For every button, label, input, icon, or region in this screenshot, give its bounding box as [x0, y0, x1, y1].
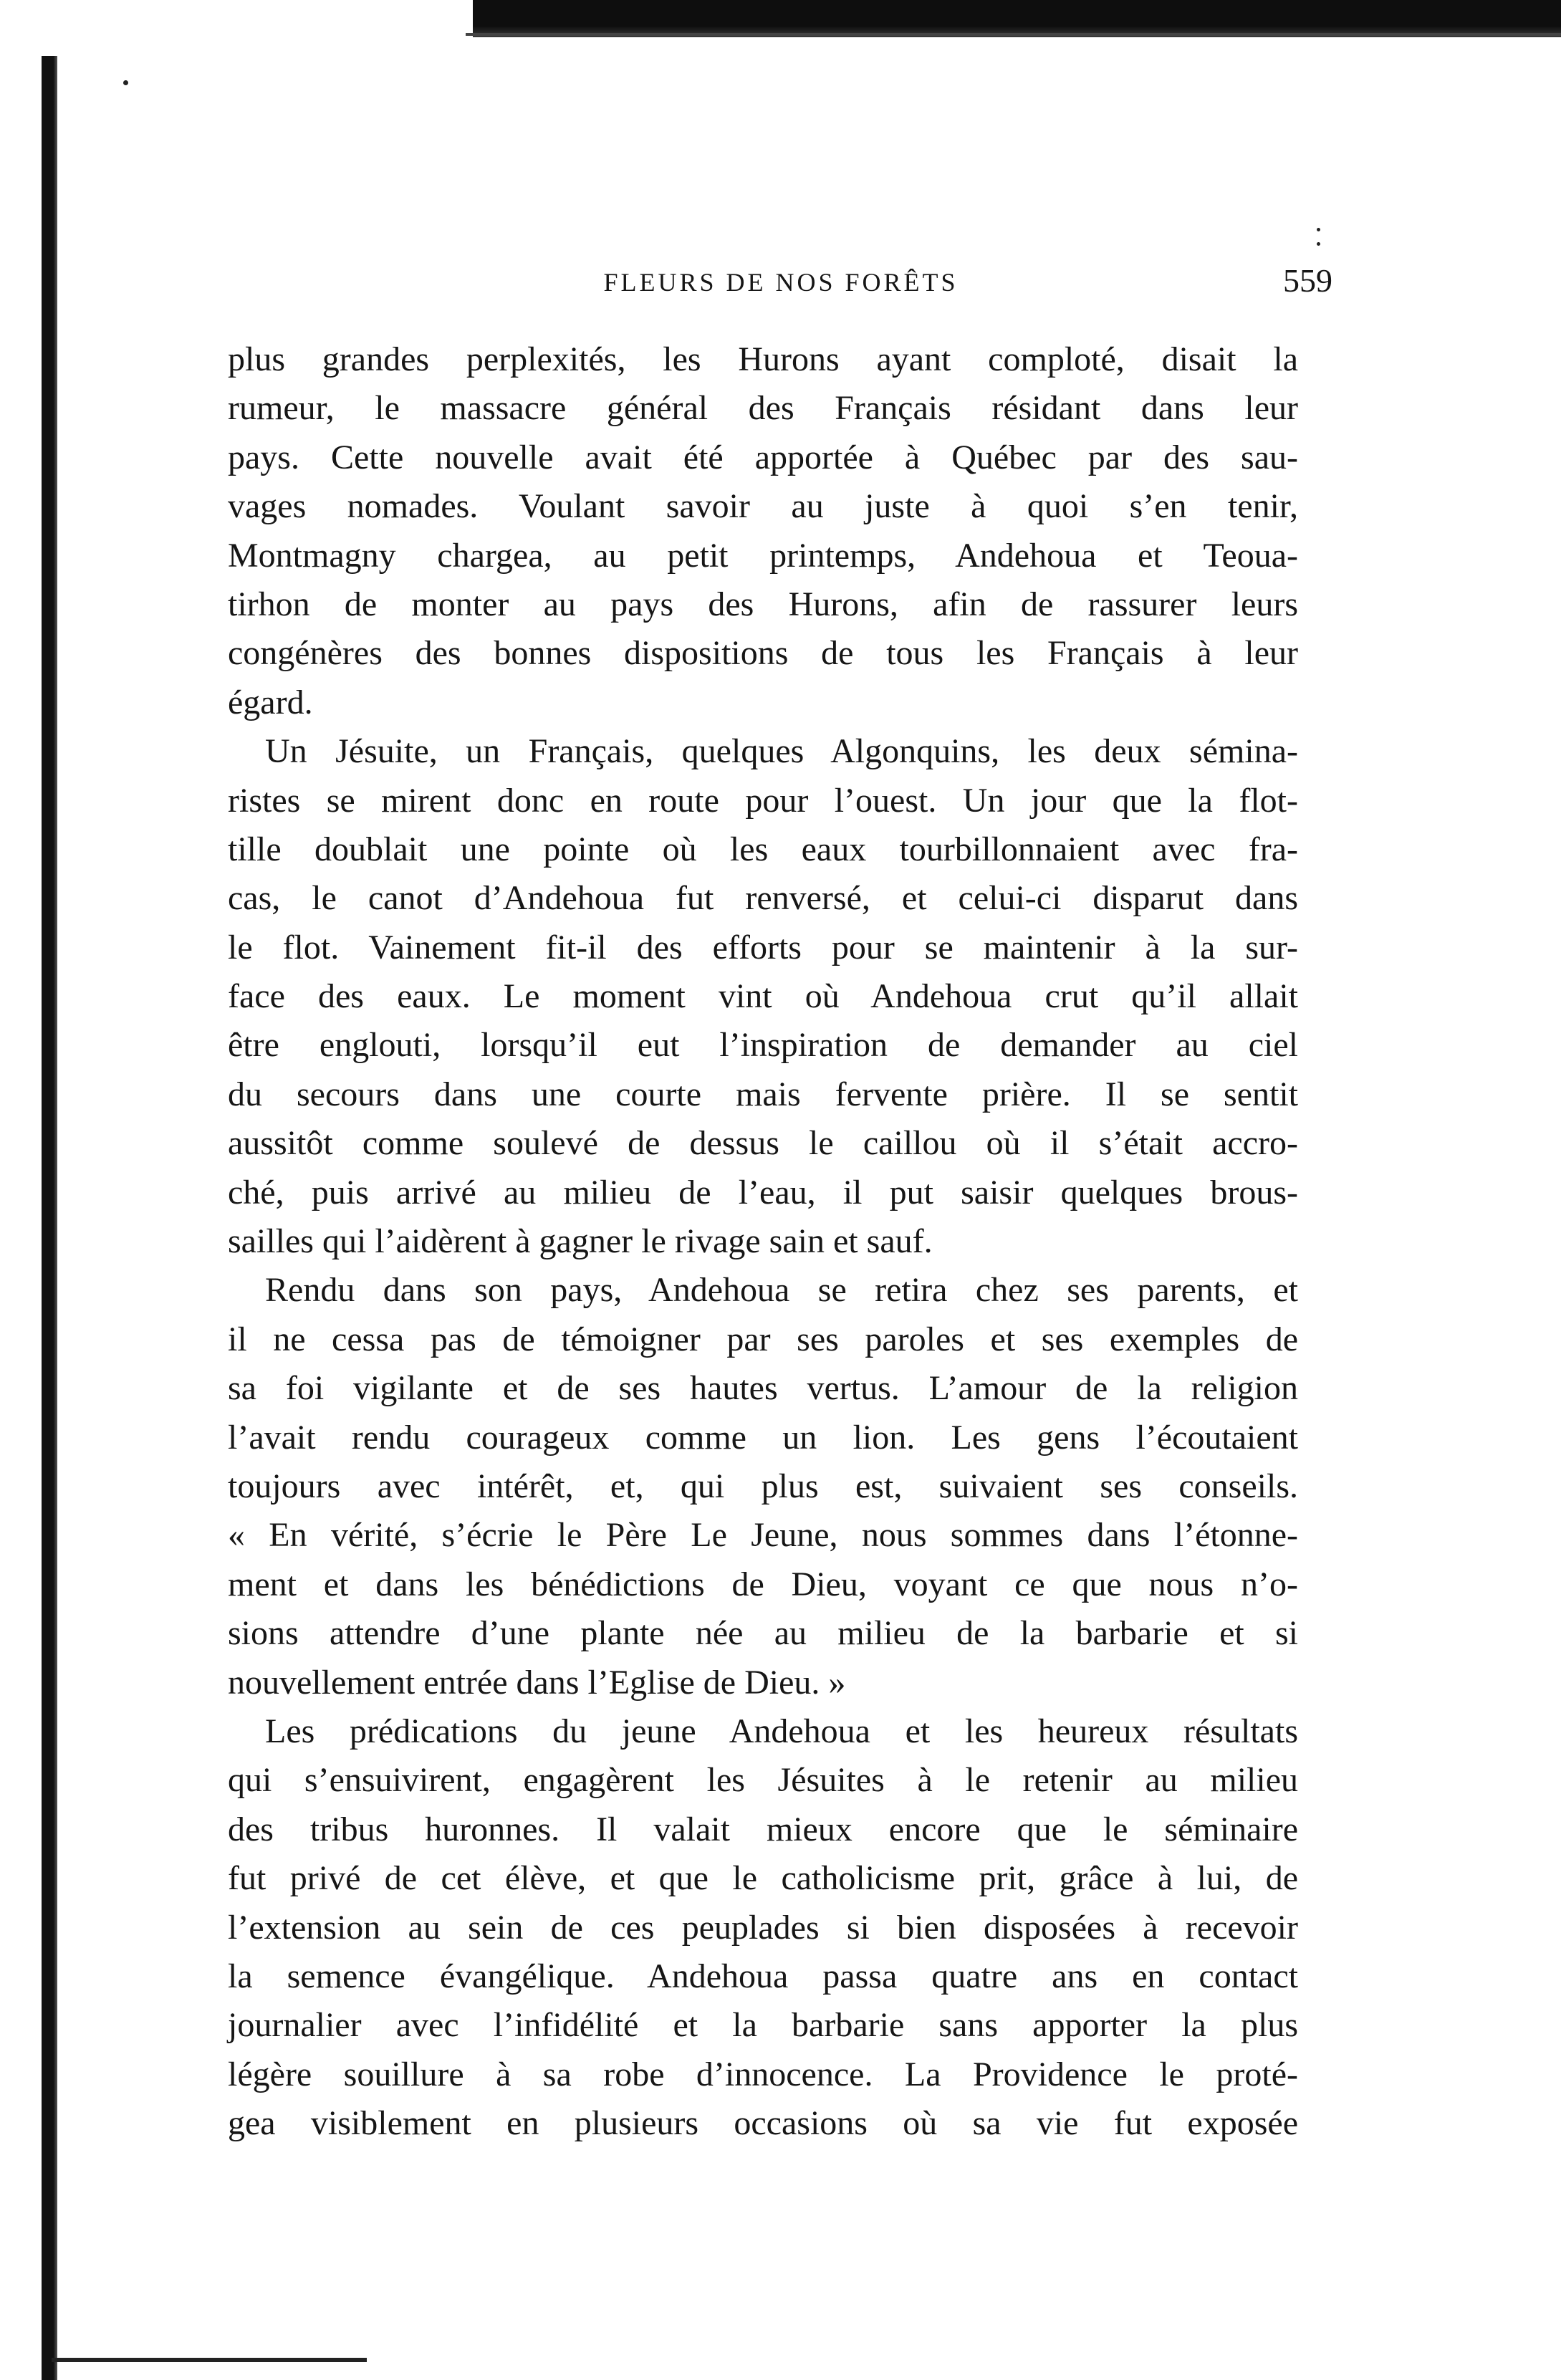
page-number: 559 — [1283, 262, 1332, 299]
text-line: ment et dans les bénédictions de Dieu, voyant ce que nous n’o- — [228, 1565, 1298, 1603]
text-line: qui s’ensuivirent, engagèrent les Jésuites à le retenir au milieu — [228, 1761, 1298, 1800]
scan-edge-top — [473, 0, 1561, 37]
text-line: journalier avec l’infidélité et la barbarie sans apporter la plus — [228, 2006, 1298, 2045]
text-line: la semence évangélique. Andehoua passa quatre ans en contact — [228, 1957, 1298, 1995]
text-line: légère souillure à sa robe d’innocence. La Providence le proté- — [228, 2055, 1298, 2093]
text-line: toujours avec intérêt, et, qui plus est, suivaient ses conseils. — [228, 1467, 1298, 1505]
text-line: égard. — [228, 683, 313, 721]
text-line: nouvellement entrée dans l’Eglise de Dieu. » — [228, 1663, 846, 1702]
text-line: pays. Cette nouvelle avait été apportée à Québec par des sau- — [228, 438, 1298, 476]
text-line: congénères des bonnes dispositions de tous les Français à leur — [228, 634, 1298, 673]
text-line: « En vérité, s’écrie le Père Le Jeune, nous sommes dans l’étonne- — [228, 1516, 1298, 1555]
text-line: fut privé de cet élève, et que le catholicisme prit, grâce à lui, de — [228, 1859, 1298, 1898]
scan-edge-top-line — [466, 33, 1561, 36]
text-line: aussitôt comme soulevé de dessus le caillou où il s’était accro- — [228, 1124, 1298, 1163]
text-line: gea visiblement en plusieurs occasions où sa vie fut exposée — [228, 2104, 1298, 2143]
body-text — [228, 335, 1298, 2148]
text-line: Montmagny chargea, au petit printemps, Andehoua et Teoua- — [228, 536, 1298, 575]
text-line: vages nomades. Voulant savoir au juste à quoi s’en tenir, — [228, 487, 1298, 526]
text-line: ristes se mirent donc en route pour l’ouest. Un jour que la flot- — [228, 781, 1298, 820]
text-line: face des eaux. Le moment vint où Andehoua crut qu’il allait — [228, 977, 1298, 1016]
scan-speck — [123, 80, 128, 85]
running-title: FLEURS DE NOS FORÊTS — [603, 268, 959, 297]
text-line: sa foi vigilante et de ses hautes vertus. L’amour de la religion — [228, 1369, 1298, 1408]
text-line: tirhon de monter au pays des Hurons, afin de rassurer leurs — [228, 585, 1298, 623]
text-line: l’avait rendu courageux comme un lion. Les gens l’écoutaient — [228, 1418, 1298, 1457]
text-line: ché, puis arrivé au milieu de l’eau, il put saisir quelques brous- — [228, 1173, 1298, 1211]
text-line: sions attendre d’une plante née au milieu de la barbarie et si — [228, 1614, 1298, 1653]
scan-edge-left — [42, 56, 57, 2380]
text-line: Un Jésuite, un Français, quelques Algonquins, les deux sémina- — [265, 732, 1298, 771]
scan-speck — [1317, 242, 1320, 246]
text-line: plus grandes perplexités, les Hurons ayant comploté, disait la — [228, 340, 1298, 378]
text-line: du secours dans une courte mais fervente prière. Il se sentit — [228, 1075, 1298, 1113]
text-line: des tribus huronnes. Il valait mieux encore que le séminaire — [228, 1810, 1298, 1848]
text-line: tille doublait une pointe où les eaux tourbillonnaient avec fra- — [228, 830, 1298, 868]
text-line: Les prédications du jeune Andehoua et les heureux résultats — [265, 1712, 1298, 1750]
running-head — [229, 261, 1332, 312]
text-line: rumeur, le massacre général des Français résidant dans leur — [228, 389, 1298, 428]
scan-edge-bottom — [52, 2358, 367, 2362]
text-line: l’extension au sein de ces peuplades si bien disposées à recevoir — [228, 1908, 1298, 1947]
text-line: il ne cessa pas de témoigner par ses paroles et ses exemples de — [228, 1320, 1298, 1358]
text-line: cas, le canot d’Andehoua fut renversé, et celui-ci disparut dans — [228, 879, 1298, 918]
text-line: Rendu dans son pays, Andehoua se retira chez ses parents, et — [265, 1271, 1298, 1310]
text-line: le flot. Vainement fit-il des efforts pour se maintenir à la sur- — [228, 928, 1298, 966]
text-line: sailles qui l’aidèrent à gagner le rivage sain et sauf. — [228, 1222, 933, 1261]
scan-speck — [1317, 228, 1320, 231]
text-line: être englouti, lorsqu’il eut l’inspiration de demander au ciel — [228, 1026, 1298, 1065]
